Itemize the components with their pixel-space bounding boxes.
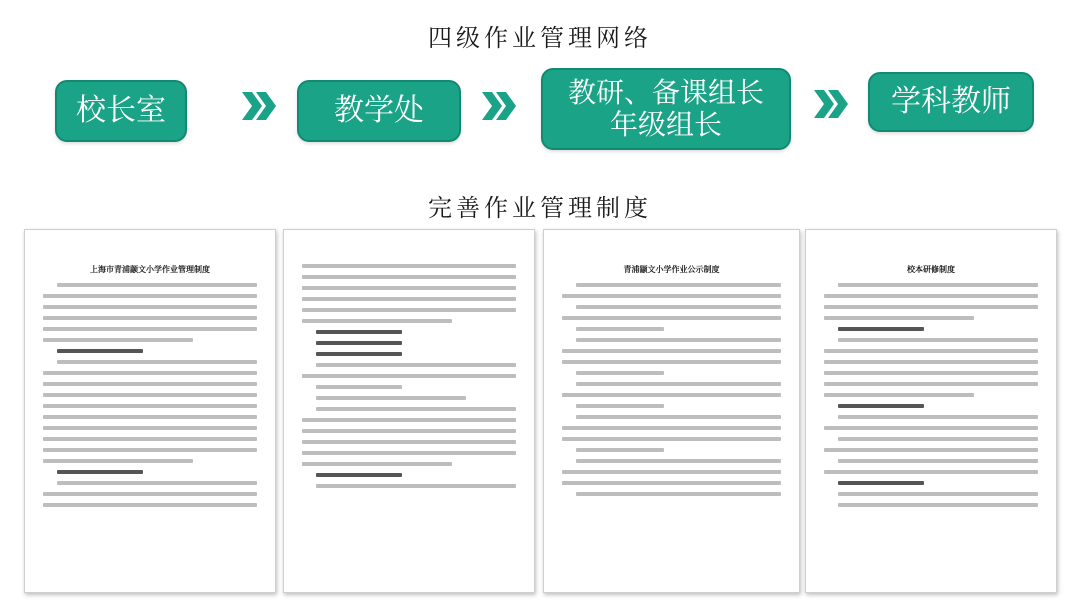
flow-box-label-line2: 年级组长	[609, 108, 722, 141]
flow-box-group-leaders	[541, 68, 791, 150]
document-page-continued	[283, 229, 535, 593]
flow-box-label-line1: 教研、备课组长	[567, 75, 764, 109]
flow-box-label: 学科教师	[891, 83, 1011, 119]
document-title: 青浦颛文小学作业公示制度	[623, 265, 720, 274]
flow-box-label: 校长室	[76, 92, 166, 128]
flow-box-teaching-office	[297, 80, 461, 142]
flow-box-principal-office	[55, 80, 187, 142]
double-chevron-arrow-icon	[480, 88, 520, 124]
document-page-homework-publicity	[543, 229, 800, 593]
double-chevron-arrow-icon	[240, 88, 280, 124]
document-title: 校本研修制度	[907, 265, 955, 274]
flow-box-subject-teachers	[868, 72, 1034, 132]
system-title: 完善作业管理制度	[428, 194, 652, 222]
document-body	[284, 264, 534, 488]
document-body	[806, 283, 1056, 507]
document-page-school-research	[805, 229, 1057, 593]
network-title: 四级作业管理网络	[428, 24, 652, 52]
document-body	[25, 283, 275, 507]
document-body	[544, 283, 799, 496]
document-page-homework-management	[24, 229, 276, 593]
document-title: 上海市青浦颛文小学作业管理制度	[90, 265, 210, 274]
double-chevron-arrow-icon	[812, 86, 852, 122]
flow-box-label: 教学处	[334, 92, 424, 128]
